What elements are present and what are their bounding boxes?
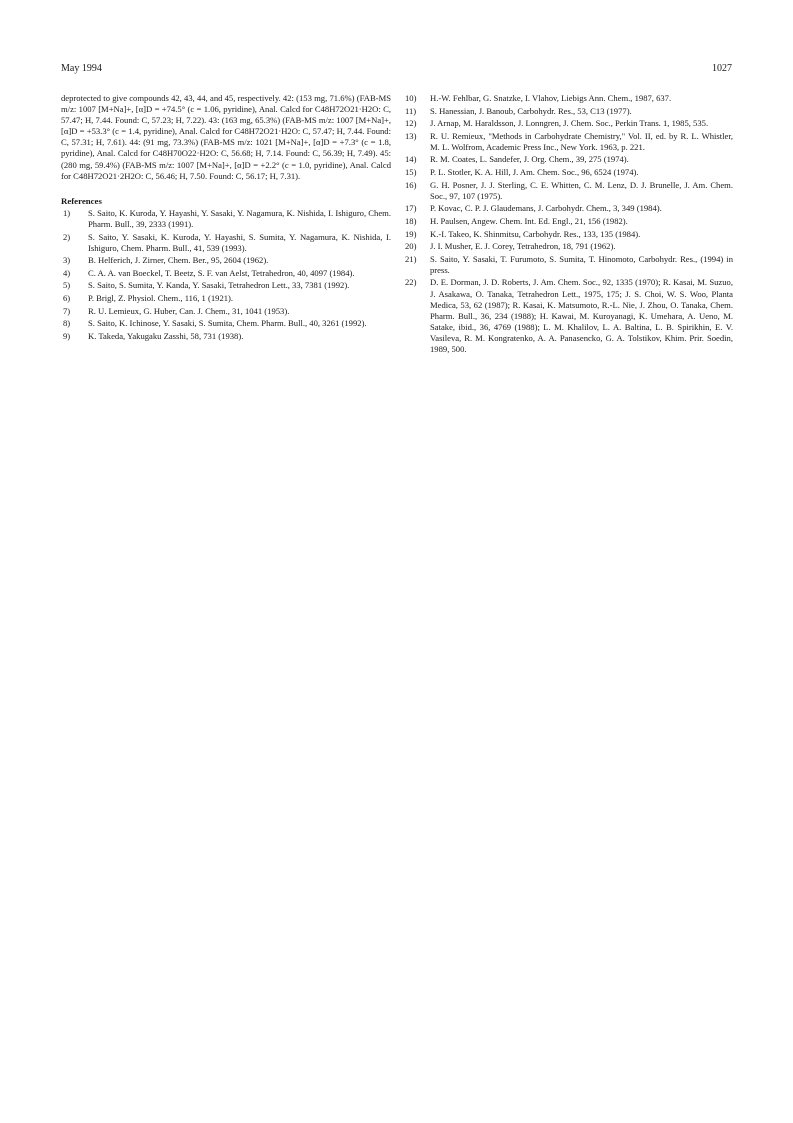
reference-text: P. Kovac, C. P. J. Glaudemans, J. Carbohydr. Chem., 3, 349 (1984). bbox=[430, 203, 662, 214]
reference-item bbox=[61, 280, 391, 291]
reference-text: P. L. Stotler, K. A. Hill, J. Am. Chem. Soc., 96, 6524 (1974). bbox=[430, 167, 639, 178]
reference-item bbox=[61, 268, 391, 279]
reference-text: K.-I. Takeo, K. Shinmitsu, Carbohydr. Res., 133, 135 (1984). bbox=[430, 228, 641, 239]
reference-item bbox=[61, 331, 391, 342]
reference-number: 13) bbox=[405, 130, 417, 141]
reference-text: S. Saito, K. Ichinose, Y. Sasaki, S. Sumita, Chem. Pharm. Bull., 40, 3261 (1992). bbox=[88, 318, 367, 329]
reference-number: 19) bbox=[405, 228, 417, 239]
reference-item bbox=[403, 216, 733, 227]
left-column bbox=[61, 93, 391, 343]
reference-number: 22) bbox=[405, 277, 417, 288]
reference-text: D. E. Dorman, J. D. Roberts, J. Am. Chem. Soc., 92, 1335 (1970); R. Kasai, M. Suzuo, J. Asakawa, O. Tanaka, Tetrahedron Lett., 1975, 175; J. S. Choi, W. S. Woo, Planta Medica, 53, 62 (1987); R. Kasai, K. Matsumoto, R.-L. Nie, J. Zhou, O. Tanaka, Chem. Pharm. Bull., 36, 234 (1988); H. Kawai, M. Kuroyanagi, K. Umehara, A. Ueno, M. Satake, ibid., 36, 4769 (1988); L. M. Khalilov, L. A. Baltina, L. B. Spirikhin, E. V. Vasileva, R. M. Kongratenko, A. A. Panasencko, G. A. Tolstikov, Khim. Prir. Soedin, 1989, 500. bbox=[430, 277, 733, 354]
reference-number: 10) bbox=[405, 93, 417, 103]
reference-text: R. U. Remieux, "Methods in Carbohydrate Chemistry," Vol. II, ed. by R. L. Whistler, M. L. Wolfrom, Academic Press Inc., New York. 1963, p. 221. bbox=[430, 130, 733, 152]
reference-item bbox=[61, 208, 391, 230]
reference-number: 8) bbox=[63, 318, 71, 329]
reference-text: K. Takeda, Yakugaku Zasshi, 58, 731 (1938). bbox=[88, 330, 244, 341]
references-list-right bbox=[403, 93, 733, 355]
right-column bbox=[403, 93, 733, 357]
reference-item bbox=[403, 131, 733, 153]
reference-item bbox=[403, 277, 733, 355]
reference-text: P. Brigl, Z. Physiol. Chem., 116, 1 (1921). bbox=[88, 293, 234, 303]
reference-number: 6) bbox=[63, 293, 71, 303]
reference-item bbox=[403, 167, 733, 178]
reference-item bbox=[403, 203, 733, 214]
reference-number: 16) bbox=[405, 179, 417, 190]
reference-item bbox=[403, 241, 733, 252]
reference-text: J. Arnap, M. Haraldsson, J. Lonngren, J. Chem. Soc., Perkin Trans. 1, 1985, 535. bbox=[430, 118, 709, 129]
reference-number: 1) bbox=[63, 207, 71, 218]
reference-text: R. M. Coates, L. Sandefer, J. Org. Chem., 39, 275 (1974). bbox=[430, 154, 629, 165]
reference-item bbox=[403, 154, 733, 165]
reference-number: 17) bbox=[405, 203, 417, 214]
reference-number: 2) bbox=[63, 231, 71, 242]
reference-item bbox=[61, 306, 391, 317]
reference-number: 12) bbox=[405, 118, 417, 129]
reference-item bbox=[403, 180, 733, 202]
reference-item bbox=[403, 106, 733, 117]
reference-item bbox=[61, 318, 391, 329]
reference-number: 11) bbox=[405, 105, 417, 116]
reference-item bbox=[61, 255, 391, 266]
header-date: May 1994 bbox=[61, 63, 102, 74]
reference-number: 21) bbox=[405, 253, 417, 264]
reference-number: 3) bbox=[63, 255, 71, 266]
reference-number: 7) bbox=[63, 305, 71, 316]
reference-number: 9) bbox=[63, 330, 71, 341]
reference-text: S. Saito, Y. Sasaki, K. Kuroda, Y. Hayashi, S. Sumita, Y. Nagamura, K. Nishida, I. Ishiguro, Chem. Pharm. Bull., 41, 539 (1993). bbox=[88, 231, 391, 253]
reference-text: B. Helferich, J. Zirner, Chem. Ber., 95, 2604 (1962). bbox=[88, 255, 269, 266]
reference-number: 4) bbox=[63, 267, 71, 278]
reference-number: 20) bbox=[405, 241, 417, 252]
reference-text: H. Paulsen, Angew. Chem. Int. Ed. Engl., 21, 156 (1982). bbox=[430, 215, 628, 226]
reference-text: S. Hanessian, J. Banoub, Carbohydr. Res., 53, C13 (1977). bbox=[430, 105, 632, 116]
reference-item bbox=[403, 93, 733, 104]
reference-text: S. Saito, Y. Sasaki, T. Furumoto, S. Sumita, T. Hinomoto, Carbohydr. Res., (1994) in press. bbox=[430, 253, 733, 275]
reference-number: 18) bbox=[405, 215, 417, 226]
reference-item bbox=[61, 293, 391, 304]
reference-number: 14) bbox=[405, 154, 417, 165]
reference-text: C. A. A. van Boeckel, T. Beetz, S. F. van Aelst, Tetrahedron, 40, 4097 (1984). bbox=[88, 267, 355, 278]
experimental-paragraph: deprotected to give compounds 42, 43, 44, and 45, respectively. 42: (153 mg, 71.6%) (FAB-MS m/z: 1007 [M+Na]+, [α]D = +74.5° (c = 1.06, pyridine), Anal. Calcd for C48H72O21·H2O: C, 57.47; H, 7.44. Found: C, 57.23; H, 7.22). 43: (163 mg, 65.3%) (FAB-MS m/z: 1007 [M+Na]+, [α]D = +53.3° (c = 1.4, pyridine), Anal. Calcd for C48H72O21·H2O: C, 57.47; H, 7.44. Found: C, 57.31; H, 7.61). 44: (91 mg, 73.3%) (FAB-MS m/z: 1021 [M+Na]+, [α]D = +7.3° (c = 1.8, pyridine), Anal. Calcd for C48H70O22·H2O: C, 56.68; H, 7.14. Found: C, 56.39; H, 7.49). 45: (280 mg, 59.4%) (FAB-MS m/z: 1007 [M+Na]+, [α]D = +2.2° (c = 1.0, pyridine), Anal. Calcd for C48H72O21·2H2O: C, 56.46; H, 7.50. Found: C, 56.17; H, 7.31). bbox=[61, 93, 391, 181]
reference-item bbox=[403, 229, 733, 240]
references-heading: References bbox=[61, 195, 102, 206]
reference-text: R. U. Lemieux, G. Huber, Can. J. Chem., 31, 1041 (1953). bbox=[88, 305, 290, 316]
reference-text: J. I. Musher, E. J. Corey, Tetrahedron, 18, 791 (1962). bbox=[430, 241, 616, 252]
reference-item bbox=[403, 254, 733, 276]
reference-item bbox=[403, 118, 733, 129]
reference-item bbox=[61, 232, 391, 254]
references-list-left bbox=[61, 208, 391, 342]
reference-text: S. Saito, S. Sumita, Y. Kanda, Y. Sasaki, Tetrahedron Lett., 33, 7381 (1992). bbox=[88, 280, 350, 291]
reference-number: 5) bbox=[63, 280, 71, 291]
reference-number: 15) bbox=[405, 167, 417, 178]
reference-text: H.-W. Fehlbar, G. Snatzke, I. Vlahov, Liebigs Ann. Chem., 1987, 637. bbox=[430, 93, 672, 103]
reference-text: S. Saito, K. Kuroda, Y. Hayashi, Y. Sasaki, Y. Nagamura, K. Nishida, I. Ishiguro, Chem. Pharm. Bull., 39, 2333 (1991). bbox=[88, 207, 391, 229]
reference-text: G. H. Posner, J. J. Sterling, C. E. Whitten, C. M. Lenz, D. J. Brunelle, J. Am. Chem. Soc., 97, 107 (1975). bbox=[430, 179, 733, 201]
header-page-number: 1027 bbox=[712, 63, 732, 74]
